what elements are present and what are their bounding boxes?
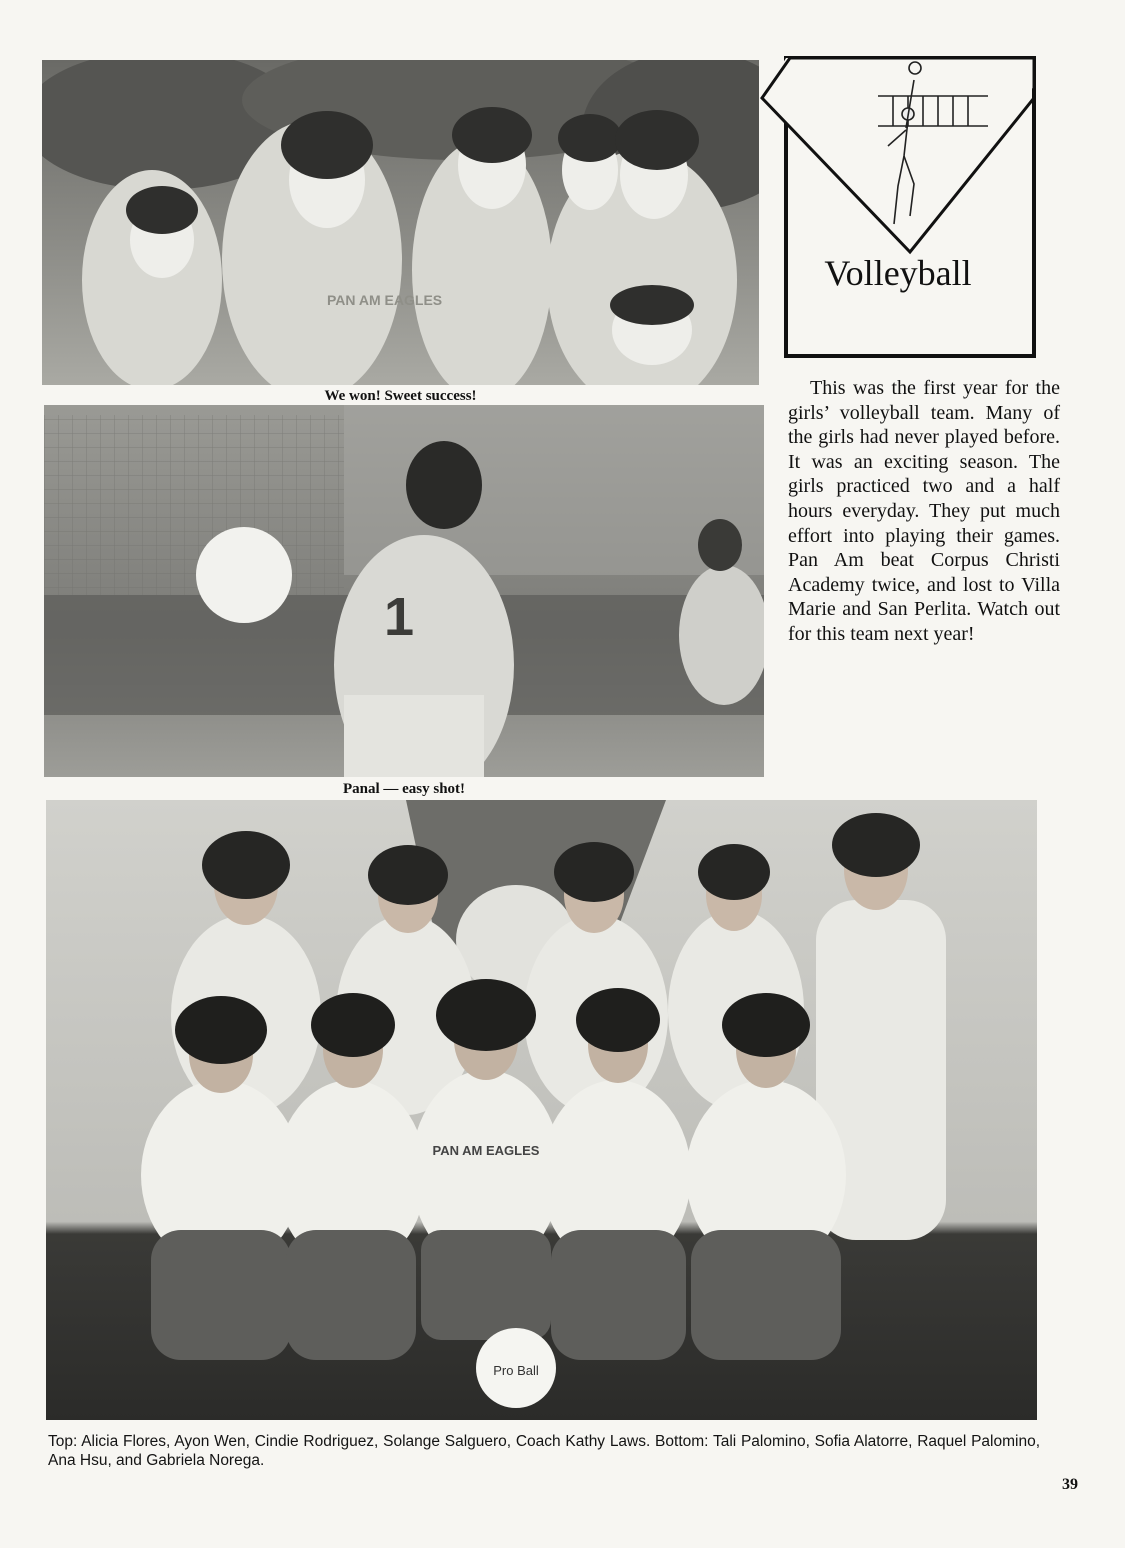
jersey-text: PAN AM EAGLES [327,292,443,308]
photo-team-portrait [46,800,1037,1420]
section-title: Volleyball [824,253,972,293]
team-caption: Top: Alicia Flores, Ayon Wen, Cindie Rodriguez, Solange Salguero, Coach Kathy Laws. Bottom: Tali Palomino, Sofia Alatorre, Raquel Palomino, Ana Hsu, and Gabriela Norega. [48,1433,1040,1469]
ball-label: Pro Ball [493,1363,539,1378]
photo-caption-action: Panal — easy shot! [342,781,466,797]
jersey-text: PAN AM EAGLES [432,1143,540,1158]
story-text: This was the first year for the girls’ volleyball team. Many of the girls had never played before. It was an exciting season. The girls practiced two and a half hours everyday. They put much effort into playing their games. Pan Am beat Corpus Christi Academy twice, and lost to Villa Marie and San Perlita. Watch out for this team next year! [788,377,1060,645]
jersey-number: 1 [384,587,415,647]
photo-action-shot [44,405,764,777]
photo-caption-celebration: We won! Sweet success! [324,388,477,404]
page-number: 39 [1062,1476,1078,1493]
volleyball-emblem [758,56,1038,360]
photo-celebration [42,60,759,385]
